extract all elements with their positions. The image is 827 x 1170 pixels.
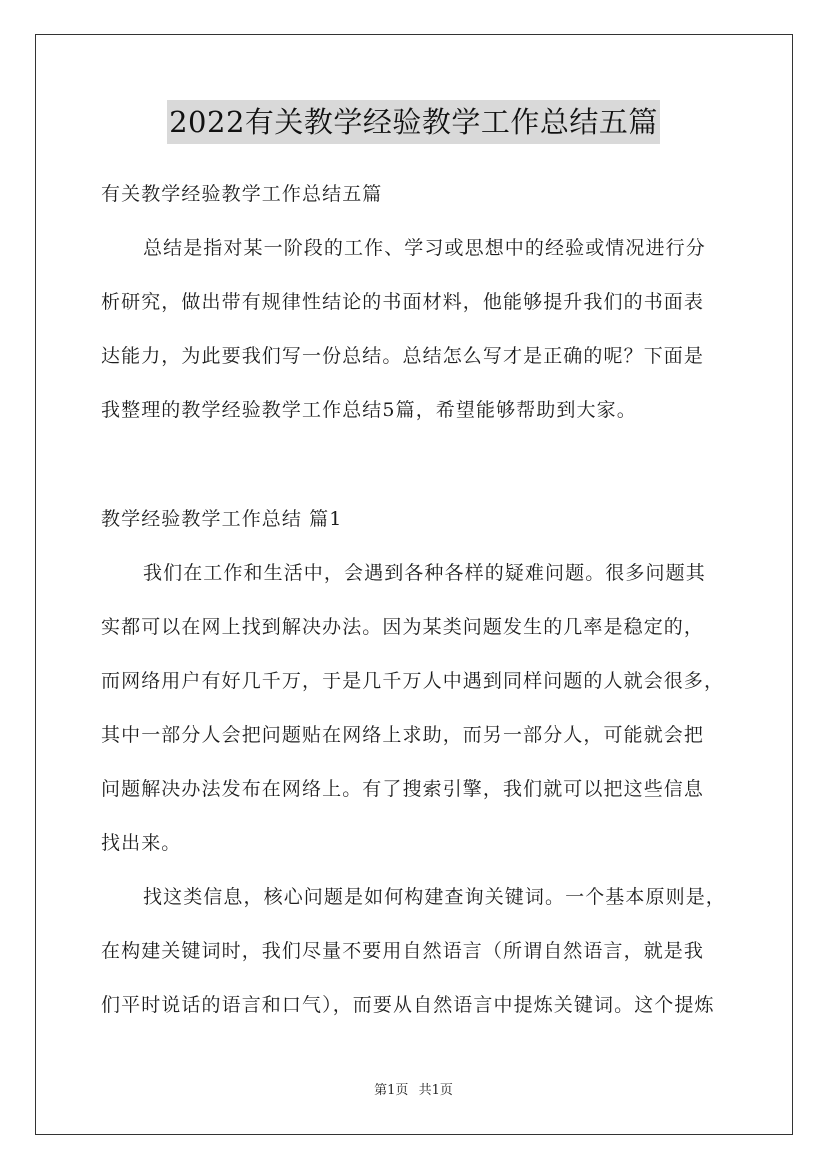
title-container xyxy=(0,100,827,144)
intro-line-1: 总结是指对某一阶段的工作、学习或思想中的经验或情况进行分 xyxy=(143,237,706,259)
page-number-current: 第1页 xyxy=(374,1083,409,1098)
para2-line-2: 在构建关键词时，我们尽量不要用自然语言（所谓自然语言，就是我 xyxy=(101,940,705,962)
para1-line-1: 我们在工作和生活中，会遇到各种各样的疑难问题。很多问题其 xyxy=(143,562,706,584)
page-footer xyxy=(0,1082,827,1100)
intro-line-2: 析研究，做出带有规律性结论的书面材料，他能够提升我们的书面表 xyxy=(101,291,705,313)
para2-line-1: 找这类信息，核心问题是如何构建查询关键词。一个基本原则是， xyxy=(143,886,726,908)
para1-line-3: 而网络用户有好几千万，于是几千万人中遇到同样问题的人就会很多， xyxy=(101,670,725,692)
intro-line-3: 达能力，为此要我们写一份总结。总结怎么写才是正确的呢？下面是 xyxy=(101,345,705,367)
para2-line-3: 们平时说话的语言和口气），而要从自然语言中提炼关键词。这个提炼 xyxy=(101,994,715,1016)
para1-line-4: 其中一部分人会把问题贴在网络上求助，而另一部分人，可能就会把 xyxy=(101,724,705,746)
para1-line-2: 实都可以在网上找到解决办法。因为某类问题发生的几率是稳定的， xyxy=(101,616,705,638)
para1-line-6: 找出来。 xyxy=(101,832,182,854)
para1-line-5: 问题解决办法发布在网络上。有了搜索引擎，我们就可以把这些信息 xyxy=(101,778,705,800)
section-heading: 教学经验教学工作总结 篇1 xyxy=(101,508,343,530)
subtitle: 有关教学经验教学工作总结五篇 xyxy=(101,183,383,205)
intro-line-4: 我整理的教学经验教学工作总结5篇，希望能够帮助到大家。 xyxy=(101,399,637,421)
page-number-total: 共1页 xyxy=(418,1083,453,1098)
page-title: 2022有关教学经验教学工作总结五篇 xyxy=(167,100,660,144)
